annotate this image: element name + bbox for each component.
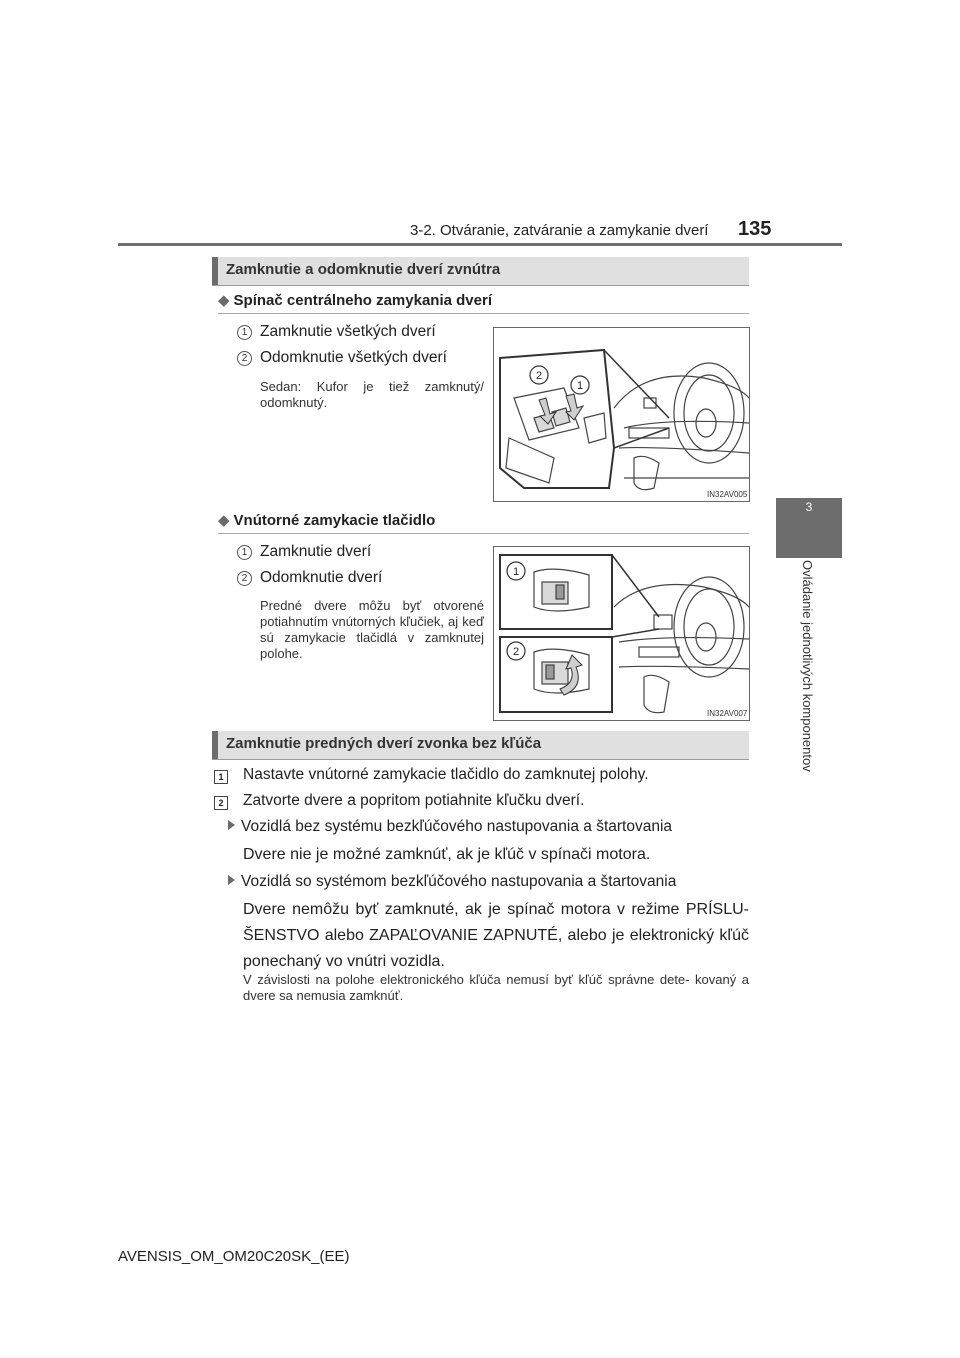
- figure-central-lock-switch: [493, 327, 750, 502]
- callout-number: 2: [512, 646, 520, 658]
- page-number: 135: [738, 218, 772, 240]
- subheading-text: Vnútorné zamykacie tlačidlo: [233, 512, 436, 529]
- section-heading-inside-locking: [212, 257, 749, 286]
- case-note: V závislosti na polohe elektronického kľúča nemusí byť kľúč správne dete- kovaný a dvere sa nemusia zamknúť.: [243, 972, 749, 1003]
- item-text: Zamknutie dverí: [260, 543, 372, 560]
- case-heading-with-smart-entry: [228, 873, 676, 891]
- illustration-door-switch: [494, 328, 749, 501]
- subheading-rule: [218, 313, 749, 314]
- figure-code: IN32AV005: [707, 490, 748, 499]
- callout-number: 2: [535, 370, 543, 382]
- diamond-bullet-icon: ◆: [218, 292, 230, 309]
- item-number-circle: 1: [237, 325, 252, 340]
- section-heading-outside-locking: [212, 731, 749, 760]
- case-heading-text: Vozidlá so systémom bezkľúčového nastupovania a štartovania: [241, 873, 677, 890]
- footer-manual-code: AVENSIS_OM_OM20C20SK_(EE): [118, 1248, 350, 1265]
- note-text: Predné dvere môžu byť otvorené potiahnutím vnútorných kľučiek, aj keď sú zamykacie tlačidlá v zamknutej polohe.: [260, 598, 484, 661]
- item-number-circle: 2: [237, 571, 252, 586]
- item-text: Zamknutie všetkých dverí: [260, 323, 436, 340]
- subheading-rule: [218, 533, 749, 534]
- case-heading-without-smart-entry: [228, 818, 672, 836]
- triangle-bullet-icon: [228, 875, 235, 885]
- chapter-number: 3: [805, 500, 813, 514]
- note-text: Sedan: Kufor je tiež zamknutý/ odomknutý.: [260, 379, 484, 410]
- case-heading-text: Vozidlá bez systému bezkľúčového nastupovania a štartovania: [241, 818, 673, 835]
- item-text: Odomknutie dverí: [260, 569, 383, 586]
- diamond-bullet-icon: ◆: [218, 512, 230, 529]
- case-text: Dvere nie je možné zamknúť, ak je kľúč v spínači motora.: [243, 846, 651, 863]
- subheading-central-lock-switch: [218, 291, 492, 309]
- triangle-bullet-icon: [228, 820, 235, 830]
- section-heading-text: Zamknutie predných dverí zvonka bez kľúča: [226, 735, 542, 752]
- case-text: Dvere nemôžu byť zamknuté, ak je spínač motora v režime PRÍSLU- ŠENSTVO alebo ZAPAĽOVANIE ZAPNUTÉ, alebo je elektronický kľúč ponechaný vo vnútri vozidla.: [243, 901, 749, 970]
- figure-code: IN32AV007: [707, 709, 748, 718]
- illustration-lock-button: [494, 547, 749, 720]
- item-text: Odomknutie všetkých dverí: [260, 349, 447, 366]
- figure-inside-lock-button: [493, 546, 750, 721]
- callout-number: 1: [512, 566, 520, 578]
- running-header-section: 3-2. Otváranie, zatváranie a zamykanie dverí: [410, 222, 709, 239]
- item-number-circle: 2: [237, 351, 252, 366]
- chapter-title-vertical: Ovládanie jednotlivých komponentov: [800, 560, 815, 772]
- step-number-box: 1: [214, 770, 228, 784]
- step-text: Nastavte vnútorné zamykacie tlačidlo do zamknutej polohy.: [243, 766, 649, 783]
- step-text: Zatvorte dvere a popritom potiahnite kľučku dverí.: [243, 792, 585, 809]
- header-rule: [118, 243, 842, 246]
- section-heading-text: Zamknutie a odomknutie dverí zvnútra: [226, 261, 501, 278]
- subheading-text: Spínač centrálneho zamykania dverí: [233, 292, 492, 309]
- subheading-inside-lock-button: [218, 511, 435, 529]
- step-number-box: 2: [214, 796, 228, 810]
- callout-number: 1: [576, 380, 584, 392]
- item-number-circle: 1: [237, 545, 252, 560]
